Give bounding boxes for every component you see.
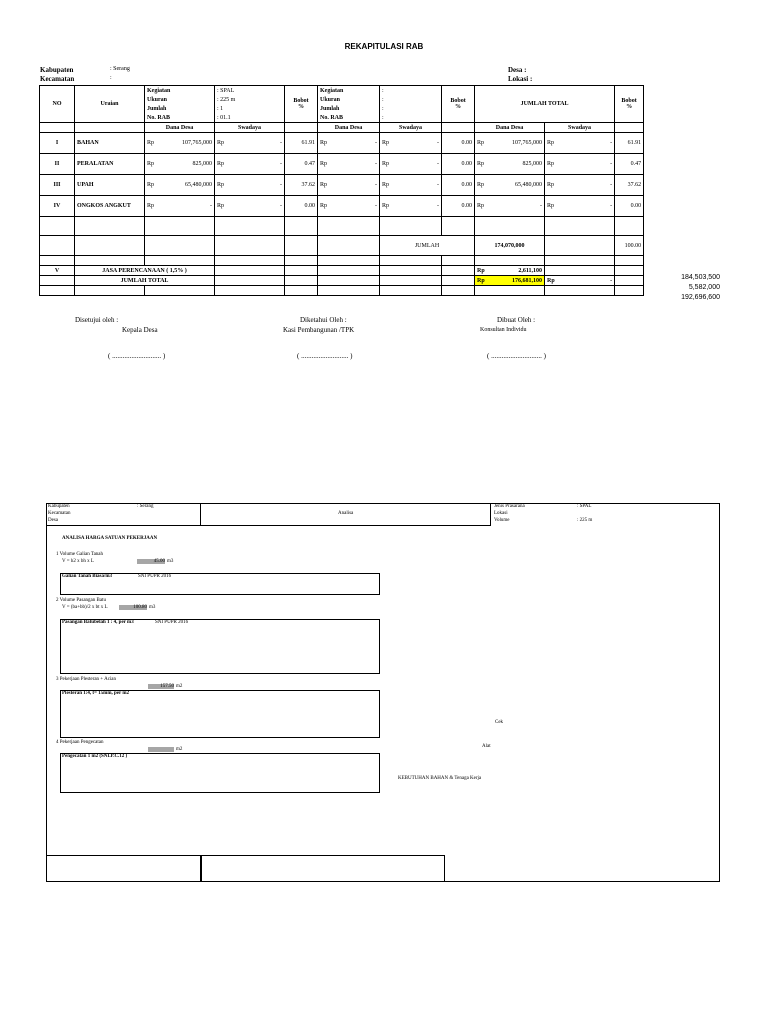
rp-label: Rp — [475, 154, 510, 175]
jumlah-row — [40, 236, 644, 256]
swadaya-value: - — [415, 154, 442, 175]
rp-label: Rp — [475, 196, 510, 217]
jasa-no: V — [40, 266, 75, 276]
table-row — [40, 175, 644, 196]
kegiatan-value: : SPAL — [215, 86, 285, 96]
t2-ref: SNI PUPR 2016 — [155, 620, 189, 625]
bobot-value: 0.00 — [285, 196, 318, 217]
signature-blank-2: ( ........................... ) — [297, 352, 353, 360]
t1-ref: SNI PUPR 2016 — [138, 574, 172, 579]
item-1-formula: V = h2 x bh x L — [62, 559, 94, 564]
no-rab2-label: No. RAB — [318, 113, 380, 123]
item-2-value: 100.80 — [119, 605, 147, 610]
t4-title: Pengecatan 1 m2 (SNI.P.C.12 ) — [62, 754, 128, 759]
row-no: I — [40, 133, 75, 154]
item-3: 3 Pekerjaan Plesteran + Acian — [56, 677, 117, 682]
dana-desa-header-2: Dana Desa — [318, 123, 380, 133]
signature-role-2: Kasi Pembangunan /TPK — [283, 326, 355, 334]
jumlah2-label: Jumlah — [318, 104, 380, 113]
kegiatan2-value: : — [380, 86, 442, 96]
rp-label: Rp — [380, 175, 415, 196]
alat-label: Alat — [482, 744, 491, 749]
rp-label: Rp — [545, 154, 580, 175]
bobot-value: 0.00 — [442, 133, 475, 154]
kegiatan-label: Kegiatan — [145, 86, 215, 96]
row-uraian: PERALATAN — [75, 154, 145, 175]
rp-label: Rp — [145, 133, 180, 154]
item-1: 1 Volume Galian Tanah — [56, 552, 104, 557]
signature-role-1: Kepala Desa — [122, 326, 158, 334]
jumlah-value: : 1 — [215, 104, 285, 113]
total-bobot-value: 0.47 — [615, 154, 644, 175]
rp-label: Rp — [545, 175, 580, 196]
total-swadaya-value: - — [580, 133, 615, 154]
rp-label: Rp — [215, 196, 250, 217]
rp-label: Rp — [215, 133, 250, 154]
analysis-lokasi: Lokasi — [494, 511, 508, 516]
ukuran2-label: Ukuran — [318, 95, 380, 104]
rp-label: Rp — [475, 266, 510, 276]
rp-label: Rp — [318, 196, 353, 217]
total-swadaya-value: - — [580, 175, 615, 196]
bobot-header-1: Bobot % — [285, 86, 318, 123]
swadaya-value: - — [250, 175, 285, 196]
swadaya-value: - — [250, 196, 285, 217]
ukuran-label: Ukuran — [145, 95, 215, 104]
dana-desa-value: - — [353, 196, 380, 217]
item-4-value-box — [148, 747, 174, 752]
row-uraian: UPAH — [75, 175, 145, 196]
t2-title: Pasangan Batubelah 1 : 4, per m3 — [62, 620, 134, 625]
analysis-jenis: Jenis Prasarana — [494, 504, 525, 509]
analysis-kecamatan: Kecamatan — [48, 511, 71, 516]
rp-label: Rp — [318, 133, 353, 154]
analysis-kabupaten-value: : Serang — [137, 504, 154, 509]
swadaya-header-1: Swadaya — [215, 123, 285, 133]
analysis-volume-value: : 225 m — [577, 518, 593, 523]
dana-desa-header-3: Dana Desa — [475, 123, 545, 133]
bobot-header-3: Bobot % — [615, 86, 644, 123]
signature-title-1: Disetujui oleh : — [75, 316, 119, 324]
signature-role-3: Konsultan Individu — [480, 327, 527, 333]
bobot-header-2: Bobot % — [442, 86, 475, 123]
jumlah2-value: : — [380, 104, 442, 113]
kegiatan2-label: Kegiatan — [318, 86, 380, 96]
rp-label: Rp — [475, 276, 510, 286]
dana-desa-value: - — [353, 175, 380, 196]
rp-label: Rp — [380, 154, 415, 175]
swadaya-value: - — [250, 133, 285, 154]
rp-label: Rp — [380, 196, 415, 217]
row-no: IV — [40, 196, 75, 217]
bobot-value: 0.00 — [442, 196, 475, 217]
rp-label: Rp — [145, 154, 180, 175]
item-3-unit: m2 — [176, 684, 183, 689]
rp-label: Rp — [145, 175, 180, 196]
analysis-volume: Volume — [494, 518, 510, 523]
item-2-unit: m3 — [149, 605, 156, 610]
signature-blank-3: ( ............................. ) — [487, 352, 546, 360]
total-swadaya-value: - — [580, 196, 615, 217]
rp-label: Rp — [545, 133, 580, 154]
bobot-value: 0.47 — [285, 154, 318, 175]
rp-label: Rp — [215, 175, 250, 196]
signature-title-2: Diketahui Oleh : — [300, 316, 347, 324]
kecamatan-label: Kecamatan — [40, 75, 75, 83]
rp-label: Rp — [380, 133, 415, 154]
side-sum-3: 192,696,600 — [681, 294, 720, 301]
jasa-label: JASA PERENCANAAN ( 1,5% ) — [75, 266, 215, 276]
swadaya-value: - — [415, 196, 442, 217]
rp-label: Rp — [215, 154, 250, 175]
ukuran2-value: : — [380, 95, 442, 104]
signature-title-3: Dibuat Oleh : — [497, 316, 536, 324]
side-sum-1: 184,503,500 — [681, 274, 720, 281]
bobot-value: 0.00 — [442, 175, 475, 196]
bobot-value: 0.00 — [442, 154, 475, 175]
jumlah-total-header: JUMLAH TOTAL — [475, 86, 615, 123]
dana-desa-value: 825,000 — [180, 154, 215, 175]
rab-table — [39, 85, 644, 296]
table-plesteran — [60, 690, 380, 738]
desa-label: Desa : — [508, 66, 527, 74]
dana-desa-value: 65,480,000 — [180, 175, 215, 196]
dana-desa-header-1: Dana Desa — [145, 123, 215, 133]
bobot-value: 37.62 — [285, 175, 318, 196]
page-title: REKAPITULASI RAB — [344, 42, 424, 51]
total-bobot-value: 0.00 — [615, 196, 644, 217]
no-rab-value: : 01.1 — [215, 113, 285, 123]
analysis-jenis-value: : SPAL — [577, 504, 592, 509]
row-uraian: BAHAN — [75, 133, 145, 154]
row-no: II — [40, 154, 75, 175]
jumlah-label: Jumlah — [145, 104, 215, 113]
swadaya-header-3: Swadaya — [545, 123, 615, 133]
side-sum-2: 5,582,000 — [688, 284, 720, 291]
dana-desa-value: - — [353, 133, 380, 154]
lokasi-label: Lokasi : — [508, 75, 533, 83]
table-row — [40, 154, 644, 175]
rp-label: Rp — [475, 133, 510, 154]
total-dana-desa-value: 65,480,000 — [510, 175, 545, 196]
bobot-value: 61.91 — [285, 133, 318, 154]
kecamatan-value: : — [110, 75, 112, 81]
jasa-value: 2,611,100 — [510, 266, 545, 276]
item-3-value: 157.50 — [148, 684, 174, 689]
swadaya-value: - — [415, 175, 442, 196]
item-2-formula: V = (ba+bb)/2 x bt x L — [62, 605, 108, 610]
total-label: JUMLAH TOTAL — [75, 276, 215, 286]
dana-desa-value: - — [180, 196, 215, 217]
table-row — [40, 133, 644, 154]
total-bobot-value: 37.62 — [615, 175, 644, 196]
swadaya-header-2: Swadaya — [380, 123, 442, 133]
item-1-unit: m3 — [167, 559, 174, 564]
rp-label: Rp — [475, 175, 510, 196]
total-dana-desa-value: 107,765,000 — [510, 133, 545, 154]
no-rab2-value: : — [380, 113, 442, 123]
t3-title: Plesteran 1:4, t= 15mm, per m2 — [62, 691, 130, 696]
kabupaten-label: Kabupaten — [40, 66, 74, 74]
rp-label: Rp — [145, 196, 180, 217]
swadaya-value: - — [250, 154, 285, 175]
dana-desa-value: 107,765,000 — [180, 133, 215, 154]
row-no: III — [40, 175, 75, 196]
col-no-header: NO — [40, 86, 75, 123]
analysis-center: Analisa — [338, 511, 354, 516]
kebutuhan-heading: KEBUTUHAN BAHAN & Tenaga Kerja — [398, 776, 482, 781]
cek-label: Cek — [495, 720, 504, 725]
row-uraian: ONGKOS ANGKUT — [75, 196, 145, 217]
jumlah-label: JUMLAH — [380, 236, 475, 256]
table-row — [40, 196, 644, 217]
item-4: 4 Pekerjaan Pengecatan — [56, 740, 104, 745]
jumlah-value: 174,070,000 — [475, 236, 545, 256]
analysis-desa: Desa — [48, 518, 58, 523]
table-pasangan — [60, 619, 380, 674]
item-4-unit: m2 — [176, 747, 183, 752]
col-uraian-header: Uraian — [75, 86, 145, 123]
rp-label: Rp — [545, 276, 580, 286]
swadaya-value: - — [415, 133, 442, 154]
total-value: 176,681,100 — [510, 276, 545, 286]
total-row — [40, 276, 644, 286]
table-pengecatan — [60, 753, 380, 793]
total-swadaya-value: - — [580, 154, 615, 175]
rp-label: Rp — [545, 196, 580, 217]
analysis-heading: ANALISA HARGA SATUAN PEKERJAAN — [62, 536, 158, 541]
rp-label: Rp — [318, 154, 353, 175]
t1-title: Galian Tanah Biasa/m3 — [62, 574, 113, 579]
rp-label: Rp — [318, 175, 353, 196]
signature-blank-1: ( ............................ ) — [108, 352, 166, 360]
ukuran-value: : 225 m — [215, 95, 285, 104]
total-bobot-value: 61.91 — [615, 133, 644, 154]
no-rab-label: No. RAB — [145, 113, 215, 123]
item-2: 2 Volume Pasangan Batu — [56, 598, 106, 603]
total-dana-desa-value: - — [510, 196, 545, 217]
analysis-kabupaten: Kabupaten — [48, 504, 70, 509]
jumlah-bobot: 100.00 — [615, 236, 644, 256]
dana-desa-value: - — [353, 154, 380, 175]
total-dana-desa-value: 825,000 — [510, 154, 545, 175]
jasa-row — [40, 266, 644, 276]
item-1-value: 45.00 — [137, 559, 165, 564]
total-swadaya: - — [580, 276, 615, 286]
kabupaten-value: : Serang — [110, 66, 130, 72]
